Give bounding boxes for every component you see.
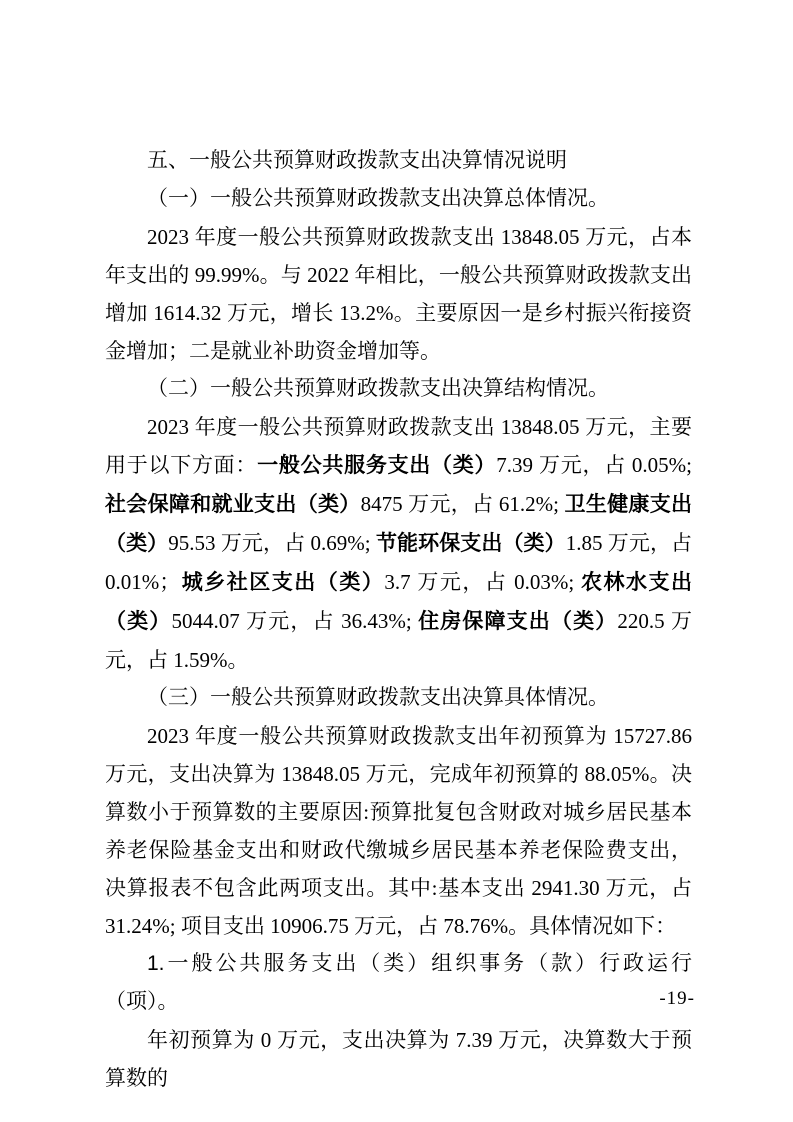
text-segment: 3.7 万元，占 0.03%; — [384, 570, 581, 594]
text-segment-bold: 城乡社区支出（类） — [180, 571, 385, 594]
text-segment: 220.5 万元，占 1.59%。 — [105, 609, 693, 672]
paragraph-expenditure-structure — [105, 408, 692, 679]
text-segment: 8475 万元，占 61.2%; — [360, 492, 565, 516]
paragraph-item-1: 年初预算为 0 万元，支出决算为 7.39 万元，决算数大于预算数的 — [105, 1028, 692, 1090]
text-segment: 95.53 万元，占 0.69%; — [168, 531, 376, 555]
section-5-title: 五、一般公共预算财政拨款支出决算情况说明 — [147, 149, 567, 172]
text-segment-bold: 住房保障支出（类） — [418, 610, 618, 633]
text-segment-bold: 农林水支出（类） — [105, 571, 693, 633]
subsection-2-heading: （二）一般公共预算财政拨款支出决算结构情况。 — [147, 377, 609, 400]
text-segment: 5044.07 万元，占 36.43%; — [171, 609, 419, 633]
text-segment-bold: 一般公共服务支出（类） — [257, 454, 497, 477]
subsection-3-heading: （三）一般公共预算财政拨款支出决算具体情况。 — [147, 686, 609, 709]
text-segment: 7.39 万元，占 0.05%; — [496, 453, 693, 477]
subsection-1-heading: （一）一般公共预算财政拨款支出决算总体情况。 — [147, 187, 609, 210]
text-segment-bold: 社会保障和就业支出（类） — [105, 493, 361, 516]
text-segment-bold: 卫生健康支出（类） — [105, 493, 693, 555]
text-segment-bold: 节能环保支出（类） — [375, 532, 566, 555]
text-segment: 1.85 万元，占 0.01%； — [105, 531, 693, 594]
page-number: -19- — [659, 988, 695, 1009]
document-body — [105, 142, 692, 1097]
item-1-heading: 1.一般公共服务支出（类）组织事务（款）行政运行（项）。 — [105, 952, 692, 1013]
text-segment: 2023 年度一般公共预算财政拨款支出 13848.05 万元，主要用于以下方面： — [105, 415, 692, 477]
paragraph-overall-situation: 2023 年度一般公共预算财政拨款支出 13848.05 万元，占本年支出的 99.99%。与 2022 年相比，一般公共预算财政拨款支出增加 1614.32 万元，增长 13.2%。主要原因一是乡村振兴衔接资金增加；二是就业补助资金增加等。 — [105, 225, 692, 363]
paragraph-specific-situation: 2023 年度一般公共预算财政拨款支出年初预算为 15727.86 万元，支出决算为 13848.05 万元，完成年初预算的 88.05%。决算数小于预算数的主要原因:预算批复包含财政对城乡居民基本养老保险基金支出和财政代缴城乡居民基本养老保险费支出，决算报表不包含此两项支出。其中:基本支出 2941.30 万元，占 31.24%; 项目支出 10906.75 万元，占 78.76%。具体情况如下： — [105, 724, 692, 938]
